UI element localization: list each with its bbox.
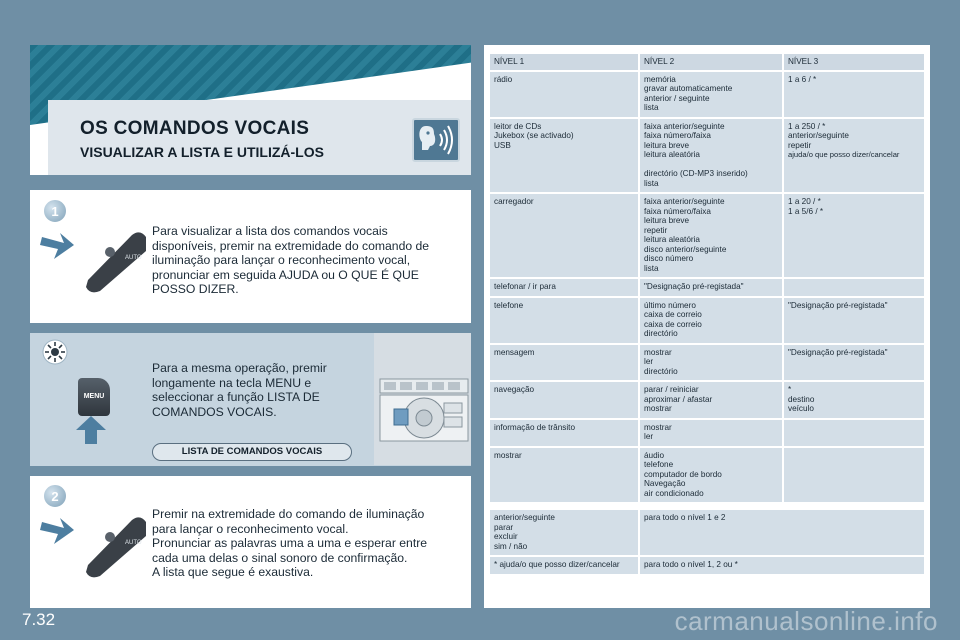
table-footer-row (490, 557, 924, 574)
table-cell-level-2 (638, 194, 782, 277)
cell-line: ler (644, 432, 654, 441)
cell-line: Navegação (644, 479, 686, 488)
cell-line: navegação (494, 385, 535, 394)
header-level-2: NÍVEL 2 (638, 54, 782, 70)
cell-line: carregador (494, 197, 534, 206)
cell-line: leitor de CDs (494, 121, 542, 131)
cell-line (644, 160, 778, 170)
cell-line: "Designação pré-registada" (788, 347, 888, 357)
table-cell-level-3 (782, 298, 924, 343)
cell-line: parar (494, 522, 514, 532)
table-cell-level-1 (490, 279, 638, 296)
cell-line: veículo (788, 404, 814, 413)
table-separator (490, 504, 924, 508)
cell-line: destino (788, 394, 815, 404)
cell-line: áudio (644, 450, 665, 460)
lighting-stalk-illustration-2 (40, 510, 150, 580)
cell-line: Jukebox (se activado) (494, 131, 574, 140)
page-subtitle: VISUALIZAR A LISTA E UTILIZÁ-LOS (80, 144, 324, 160)
cell-line: mostrar (644, 422, 672, 432)
cell-line: leitura breve (644, 140, 690, 150)
cell-line: para todo o nível 1 e 2 (644, 513, 726, 522)
cell-line: telefone (644, 460, 674, 469)
cell-line: directório (CD-MP3 inserido) (644, 169, 748, 178)
tip-icon (42, 339, 68, 365)
step2-line: Pronunciar as palavras uma a uma e esperar entre (152, 536, 428, 551)
cell-line: memória (644, 74, 676, 84)
cell-line: faixa número/faixa (644, 131, 711, 140)
cell-line: "Designação pré-registada" (788, 300, 888, 310)
table-cell-level-1 (490, 298, 638, 343)
table-cell-level-1 (490, 345, 638, 381)
header-level-1: NÍVEL 1 (490, 54, 638, 70)
lighting-stalk-illustration-1 (40, 225, 150, 295)
cell-line: rádio (494, 74, 513, 84)
cell-line: faixa anterior/seguinte (644, 197, 725, 206)
cell-line: informação de trânsito (494, 422, 576, 432)
table-cell-level-1 (490, 194, 638, 277)
table-cell-level-2 (638, 448, 782, 503)
svg-text:AUTO: AUTO (125, 540, 142, 546)
table-cell-level-2 (638, 382, 782, 418)
table-footer (490, 504, 924, 574)
cell-line: anterior / seguinte (644, 93, 710, 103)
arrow-up-icon (76, 416, 106, 444)
menu-step-text: Para a mesma operação, premir longamente na tecla MENU e seleccionar a função LISTA DE COMANDOS VOCAIS. (152, 361, 327, 419)
cell-line: 1 a 5/6 / * (788, 206, 824, 216)
table-header-row (490, 54, 924, 70)
cell-line: anterior/seguinte (494, 513, 555, 522)
cell-line: caixa de correio (644, 310, 702, 319)
cell-line: 1 a 250 / * (788, 121, 826, 131)
cell-line: faixa número/faixa (644, 206, 711, 216)
cell-line: directório (644, 366, 678, 376)
voice-commands-table-panel (484, 45, 930, 608)
radio-console-illustration (374, 333, 471, 465)
step2-line: cada uma delas o sinal sonoro de confirmação. (152, 550, 408, 565)
cell-line: último número (644, 300, 696, 310)
table-cell-level-3 (782, 194, 924, 277)
table-cell-level-2 (638, 420, 782, 446)
cell-line: lista (644, 103, 659, 112)
table-row (490, 420, 924, 446)
cell-line: USB (494, 140, 511, 150)
cell-line: air condicionado (644, 488, 704, 498)
table-cell-level-2 (638, 119, 782, 193)
footer-cell-keyword (490, 557, 638, 574)
cell-line: 1 a 20 / * (788, 197, 821, 206)
cell-line: ler (644, 357, 654, 366)
cell-line: mostrar (494, 450, 522, 460)
cell-line: anterior/seguinte (788, 131, 849, 140)
cell-line: telefone (494, 300, 524, 310)
svg-text:AUTO: AUTO (125, 255, 142, 261)
table-cell-level-3 (782, 448, 924, 503)
cell-line: mostrar (644, 347, 672, 357)
cell-line: faixa anterior/seguinte (644, 121, 725, 131)
table-cell-level-1 (490, 420, 638, 446)
table-cell-level-3 (782, 119, 924, 193)
cell-line: disco número (644, 254, 694, 263)
step1-badge: 1 (42, 198, 68, 224)
cell-line: aproximar / afastar (644, 394, 713, 404)
cell-line: parar / reiniciar (644, 385, 699, 394)
table-row (490, 382, 924, 418)
table-footer-row (490, 510, 924, 555)
footer-cell-scope (638, 510, 924, 555)
footer-cell-keyword (490, 510, 638, 555)
cell-line: "Designação pré-registada" (644, 282, 744, 291)
cell-line: gravar automaticamente (644, 84, 733, 93)
table-row (490, 448, 924, 503)
cell-line: 1 a 6 / * (788, 74, 817, 84)
cell-line: caixa de correio (644, 319, 702, 329)
table-cell-level-2 (638, 345, 782, 381)
step2-line: para lançar o reconhecimento vocal. (152, 521, 349, 536)
table-cell-level-3 (782, 345, 924, 381)
step2-line: Premir na extremidade do comando de iluminação (152, 507, 425, 521)
list-of-voice-commands-badge: LISTA DE COMANDOS VOCAIS (152, 443, 352, 461)
page-title: OS COMANDOS VOCAIS (80, 118, 310, 139)
cell-line: telefonar / ir para (494, 282, 556, 291)
watermark: carmanualsonline.info (674, 606, 938, 636)
cell-line: directório (644, 329, 678, 338)
table-cell-level-1 (490, 382, 638, 418)
step2-badge: 2 (42, 483, 68, 509)
cell-line: repetir (644, 225, 668, 235)
cell-line: disco anterior/seguinte (644, 244, 727, 254)
cell-line: ajuda/o que posso dizer/cancelar (788, 150, 900, 159)
table-cell-level-1 (490, 72, 638, 117)
table-row (490, 72, 924, 117)
cell-line: sim / não (494, 541, 528, 551)
table-row (490, 194, 924, 277)
step1-text: Para visualizar a lista dos comandos vocais disponíveis, premir na extremidade do comando de iluminação para lançar o reconhecimento vocal, pronunciar em seguida AJUDA ou O QUE É QUE POSSO DIZER. (152, 224, 430, 297)
cell-line: * ajuda/o que posso dizer/cancelar (494, 560, 620, 569)
table-row (490, 279, 924, 296)
cell-line: leitura breve (644, 216, 690, 225)
table-body (490, 72, 924, 503)
table-cell-level-3 (782, 420, 924, 446)
table-row (490, 345, 924, 381)
step2-line: A lista que segue é exaustiva. (152, 565, 314, 580)
cell-line: lista (644, 263, 659, 273)
table-cell-level-2 (638, 298, 782, 343)
table-cell-level-2 (638, 72, 782, 117)
footer-cell-scope (638, 557, 924, 574)
table-row (490, 298, 924, 343)
cell-line: computador de bordo (644, 469, 722, 479)
menu-key-illustration: MENU (78, 378, 110, 416)
voice-command-icon (412, 118, 460, 162)
cell-line: repetir (788, 140, 812, 150)
voice-commands-table (490, 52, 924, 576)
cell-line: lista (644, 178, 659, 188)
table-cell-level-3 (782, 279, 924, 296)
cell-line: leitura aleatória (644, 150, 700, 159)
page-number: 7.32 (22, 610, 56, 629)
table-row (490, 119, 924, 193)
table-cell-level-3 (782, 382, 924, 418)
step2-text (152, 507, 457, 580)
cell-line: mensagem (494, 347, 535, 357)
cell-line: mostrar (644, 404, 672, 413)
cell-line: para todo o nível 1, 2 ou * (644, 560, 738, 569)
cell-line: leitura aleatória (644, 235, 700, 244)
table-cell-level-1 (490, 119, 638, 193)
table-cell-level-1 (490, 448, 638, 503)
table-cell-level-3 (782, 72, 924, 117)
cell-line: excluir (494, 532, 518, 541)
header-level-3: NÍVEL 3 (782, 54, 924, 70)
table-cell-level-2 (638, 279, 782, 296)
cell-line: * (788, 385, 792, 394)
